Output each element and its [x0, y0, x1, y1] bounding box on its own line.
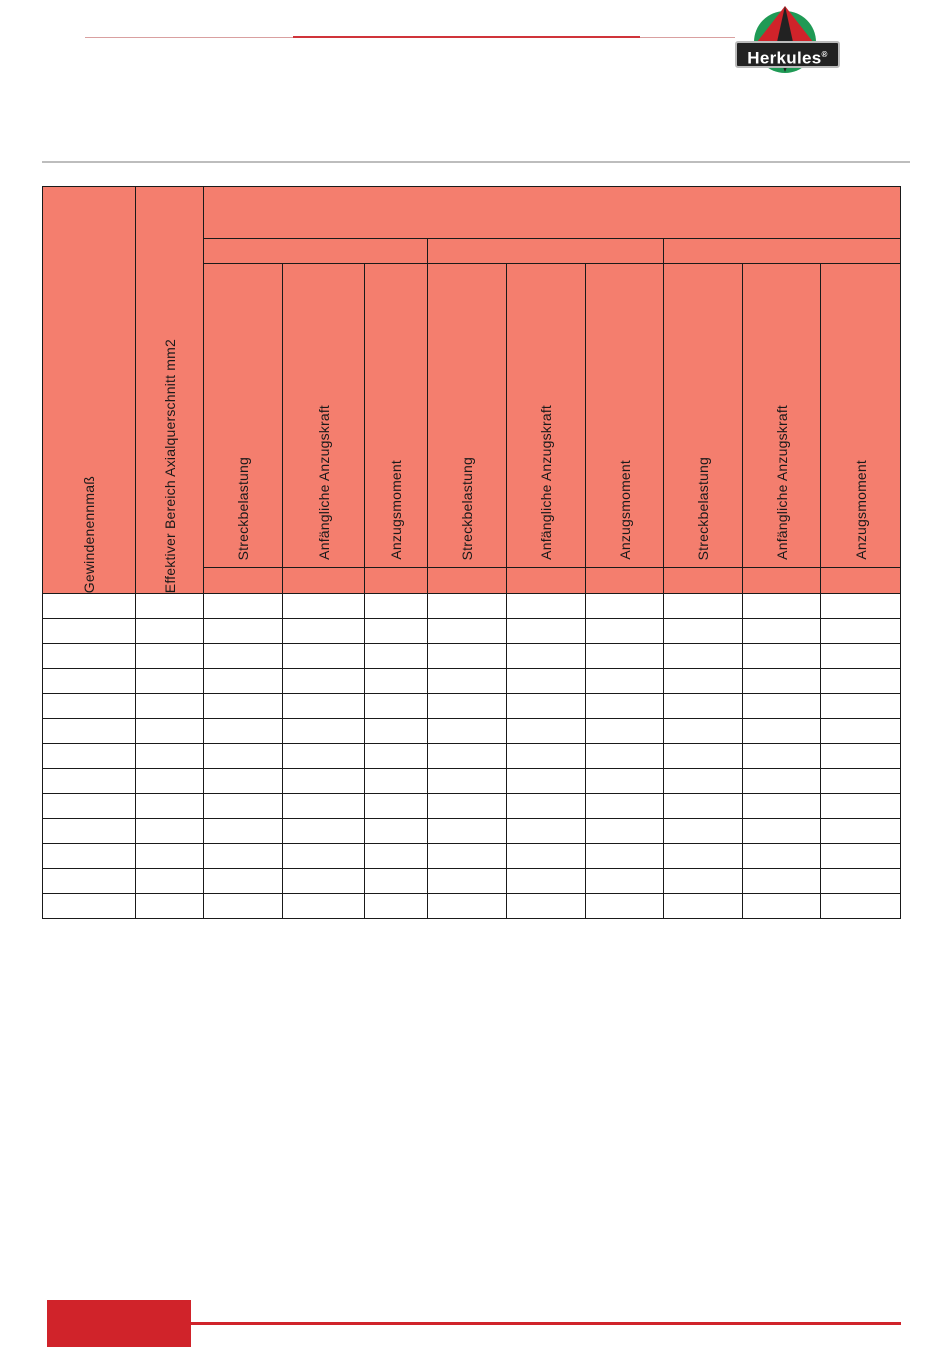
- herkules-logo: [733, 2, 843, 74]
- table-cell: [204, 694, 283, 719]
- table-row: [43, 719, 901, 744]
- table-cell: [586, 644, 664, 669]
- table-cell: [43, 669, 136, 694]
- table-row: [43, 869, 901, 894]
- table-cell: [365, 644, 428, 669]
- table-cell: [664, 819, 743, 844]
- header-preload-1: Anfängliche Anzugskraft: [283, 264, 365, 568]
- table-cell: [586, 694, 664, 719]
- table-cell: [283, 844, 365, 869]
- table-cell: [743, 844, 821, 869]
- table-cell: [507, 594, 586, 619]
- table-cell: [136, 644, 204, 669]
- unit-cell: [586, 568, 664, 594]
- table-cell: [743, 769, 821, 794]
- table-cell: [43, 769, 136, 794]
- table-cell: [43, 694, 136, 719]
- unit-cell: [428, 568, 507, 594]
- table-cell: [283, 669, 365, 694]
- table-cell: [821, 694, 901, 719]
- table-cell: [664, 594, 743, 619]
- table-cell: [664, 769, 743, 794]
- table-row: [43, 794, 901, 819]
- table-cell: [507, 894, 586, 919]
- header-thread-size: Gewindenennmaß: [43, 187, 136, 594]
- table-cell: [507, 744, 586, 769]
- table-cell: [428, 594, 507, 619]
- table-cell: [507, 769, 586, 794]
- table-cell: [204, 744, 283, 769]
- table-cell: [365, 594, 428, 619]
- table-row: [43, 844, 901, 869]
- table-body: [43, 594, 901, 919]
- table-row: [43, 619, 901, 644]
- footer-rule: [191, 1322, 901, 1325]
- table-row: [43, 894, 901, 919]
- table-cell: [586, 669, 664, 694]
- table-cell: [428, 669, 507, 694]
- table-row: [43, 644, 901, 669]
- table-cell: [283, 744, 365, 769]
- table-cell: [283, 869, 365, 894]
- table-cell: [428, 694, 507, 719]
- table-cell: [283, 819, 365, 844]
- table-cell: [821, 644, 901, 669]
- table-cell: [743, 669, 821, 694]
- table-cell: [136, 619, 204, 644]
- table-cell: [365, 894, 428, 919]
- table-cell: [586, 894, 664, 919]
- table-cell: [428, 644, 507, 669]
- table-cell: [821, 844, 901, 869]
- header-preload-3: Anfängliche Anzugskraft: [743, 264, 821, 568]
- table-cell: [586, 594, 664, 619]
- header-torque-1: Anzugsmoment: [365, 264, 428, 568]
- header-cross-section: Effektiver Bereich Axialquerschnitt mm2: [136, 187, 204, 594]
- table-cell: [136, 869, 204, 894]
- table-cell: [204, 794, 283, 819]
- table-cell: [136, 744, 204, 769]
- table-cell: [204, 894, 283, 919]
- table-cell: [204, 594, 283, 619]
- table-cell: [136, 794, 204, 819]
- table-cell: [507, 844, 586, 869]
- table-cell: [204, 644, 283, 669]
- header-torque-3: Anzugsmoment: [821, 264, 901, 568]
- table-cell: [365, 744, 428, 769]
- table-cell: [507, 719, 586, 744]
- header-group-3: [664, 239, 901, 264]
- table-cell: [428, 769, 507, 794]
- table-cell: [136, 844, 204, 869]
- table-cell: [743, 794, 821, 819]
- table-cell: [43, 844, 136, 869]
- table-cell: [586, 794, 664, 819]
- table-cell: [507, 819, 586, 844]
- table-cell: [43, 594, 136, 619]
- table-cell: [428, 794, 507, 819]
- table-cell: [743, 594, 821, 619]
- table-cell: [283, 769, 365, 794]
- table-cell: [507, 644, 586, 669]
- table-row: [43, 694, 901, 719]
- table-cell: [664, 644, 743, 669]
- logo-wordmark: Herkules®: [735, 41, 840, 68]
- table-cell: [136, 669, 204, 694]
- table-cell: [136, 719, 204, 744]
- table-row: [43, 769, 901, 794]
- table-cell: [43, 894, 136, 919]
- table-cell: [204, 869, 283, 894]
- table-cell: [664, 894, 743, 919]
- unit-cell: [821, 568, 901, 594]
- table-cell: [204, 669, 283, 694]
- table-cell: [664, 869, 743, 894]
- table-cell: [743, 869, 821, 894]
- unit-cell: [365, 568, 428, 594]
- table-cell: [743, 644, 821, 669]
- table-cell: [428, 719, 507, 744]
- table-row: [43, 744, 901, 769]
- table-cell: [821, 869, 901, 894]
- page-number-box: [47, 1300, 191, 1347]
- table-cell: [743, 619, 821, 644]
- table-cell: [136, 769, 204, 794]
- table-cell: [586, 769, 664, 794]
- table-row: [43, 819, 901, 844]
- table-cell: [136, 694, 204, 719]
- table-cell: [743, 719, 821, 744]
- table-cell: [43, 644, 136, 669]
- table-cell: [365, 794, 428, 819]
- table-cell: [664, 619, 743, 644]
- table-cell: [283, 644, 365, 669]
- table-cell: [507, 619, 586, 644]
- header-yield-load-1: Streckbelastung: [204, 264, 283, 568]
- table-cell: [365, 844, 428, 869]
- table-cell: [43, 869, 136, 894]
- header-rule-accent: [293, 36, 640, 38]
- table-cell: [586, 869, 664, 894]
- table-cell: [204, 819, 283, 844]
- table-cell: [586, 619, 664, 644]
- table-cell: [283, 694, 365, 719]
- table-cell: [821, 744, 901, 769]
- unit-cell: [507, 568, 586, 594]
- table-cell: [664, 694, 743, 719]
- table-cell: [821, 769, 901, 794]
- table-cell: [664, 669, 743, 694]
- table-cell: [507, 869, 586, 894]
- table-row: [43, 669, 901, 694]
- table-cell: [664, 844, 743, 869]
- table-cell: [507, 794, 586, 819]
- table-cell: [428, 819, 507, 844]
- table-cell: [821, 894, 901, 919]
- table-cell: [283, 719, 365, 744]
- table-cell: [365, 869, 428, 894]
- table-row: [43, 594, 901, 619]
- table-cell: [428, 869, 507, 894]
- table-cell: [365, 719, 428, 744]
- table-cell: [283, 894, 365, 919]
- table-cell: [43, 819, 136, 844]
- table-cell: [136, 594, 204, 619]
- table-cell: [43, 619, 136, 644]
- table-cell: [586, 819, 664, 844]
- table-cell: [664, 794, 743, 819]
- header-group-1: [204, 239, 428, 264]
- table-cell: [664, 719, 743, 744]
- table-cell: [743, 894, 821, 919]
- table-cell: [136, 894, 204, 919]
- table-cell: [664, 744, 743, 769]
- table-cell: [428, 619, 507, 644]
- header-group-2: [428, 239, 664, 264]
- table-cell: [743, 694, 821, 719]
- table-cell: [204, 769, 283, 794]
- table-cell: [586, 719, 664, 744]
- unit-cell: [743, 568, 821, 594]
- table-cell: [204, 719, 283, 744]
- table-cell: [283, 794, 365, 819]
- table-cell: [204, 619, 283, 644]
- table-cell: [821, 819, 901, 844]
- table-cell: [283, 619, 365, 644]
- table-cell: [586, 744, 664, 769]
- table-cell: [821, 719, 901, 744]
- table-cell: [365, 694, 428, 719]
- table-cell: [283, 594, 365, 619]
- unit-cell: [283, 568, 365, 594]
- table-cell: [428, 844, 507, 869]
- table-cell: [43, 744, 136, 769]
- table-cell: [821, 794, 901, 819]
- table-cell: [507, 669, 586, 694]
- table-cell: [428, 894, 507, 919]
- table-cell: [821, 619, 901, 644]
- table-cell: [586, 844, 664, 869]
- bolt-spec-table: [42, 186, 901, 919]
- table-cell: [204, 844, 283, 869]
- header-preload-2: Anfängliche Anzugskraft: [507, 264, 586, 568]
- table-cell: [507, 694, 586, 719]
- table-cell: [365, 819, 428, 844]
- table-cell: [365, 669, 428, 694]
- section-divider: [42, 161, 910, 163]
- header-yield-load-3: Streckbelastung: [664, 264, 743, 568]
- unit-cell: [664, 568, 743, 594]
- table-cell: [43, 794, 136, 819]
- unit-cell: [204, 568, 283, 594]
- table-cell: [136, 819, 204, 844]
- header-group-top: [204, 187, 901, 239]
- table-cell: [743, 819, 821, 844]
- table-cell: [743, 744, 821, 769]
- table-cell: [365, 619, 428, 644]
- table-cell: [821, 594, 901, 619]
- table-cell: [43, 719, 136, 744]
- table-cell: [821, 669, 901, 694]
- header-torque-2: Anzugsmoment: [586, 264, 664, 568]
- table-cell: [428, 744, 507, 769]
- table-cell: [365, 769, 428, 794]
- header-yield-load-2: Streckbelastung: [428, 264, 507, 568]
